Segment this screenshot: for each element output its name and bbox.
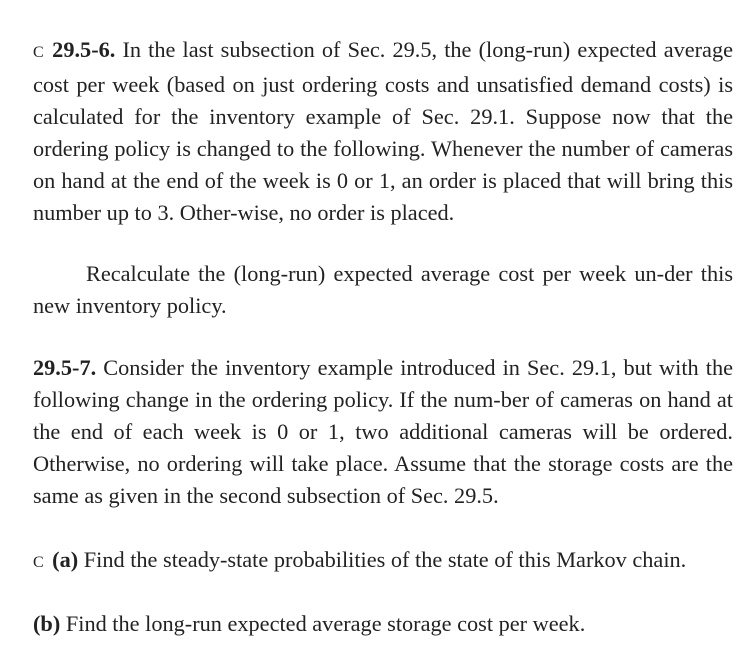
problem-29-5-6-continuation: Recalculate the (long-run) expected average cost per week un-der this new inventory policy. <box>33 261 733 318</box>
problem-text: In the last subsection of Sec. 29.5, the (long-run) expected average cost per week (based on just ordering costs and unsatisfied demand costs) is calculated for the inventory example of Sec. 29.1. Suppose now that the ordering policy is changed to the following. Whenever the number of cameras on hand at the end of the week is 0 or 1, an order is placed that will bring this number up to 3. Other-wise, no order is placed. <box>33 37 734 225</box>
problem-29-5-6 <box>33 34 733 229</box>
problem-29-5-7-part-a <box>33 544 733 579</box>
part-label: (a) <box>52 547 79 572</box>
problem-number: 29.5-7. <box>33 355 97 380</box>
computer-problem-marker: C <box>33 554 45 571</box>
computer-problem-marker: C <box>33 44 45 61</box>
part-label: (b) <box>33 611 61 636</box>
problem-29-5-7-part-b <box>33 608 733 640</box>
problem-number: 29.5-6. <box>52 37 116 62</box>
part-text: Find the long-run expected average storage cost per week. <box>65 611 586 636</box>
problem-text: Consider the inventory example introduced in Sec. 29.1, but with the following change in the ordering policy. If the num-ber of cameras on hand at the end of each week is 0 or 1, two additional cameras will be ordered. Otherwise, no ordering will take place. Assume that the storage costs are the same as given in the second subsection of Sec. 29.5. <box>33 355 733 508</box>
problem-29-5-7 <box>33 352 733 512</box>
part-text: Find the steady-state probabilities of the state of this Markov chain. <box>83 547 687 572</box>
